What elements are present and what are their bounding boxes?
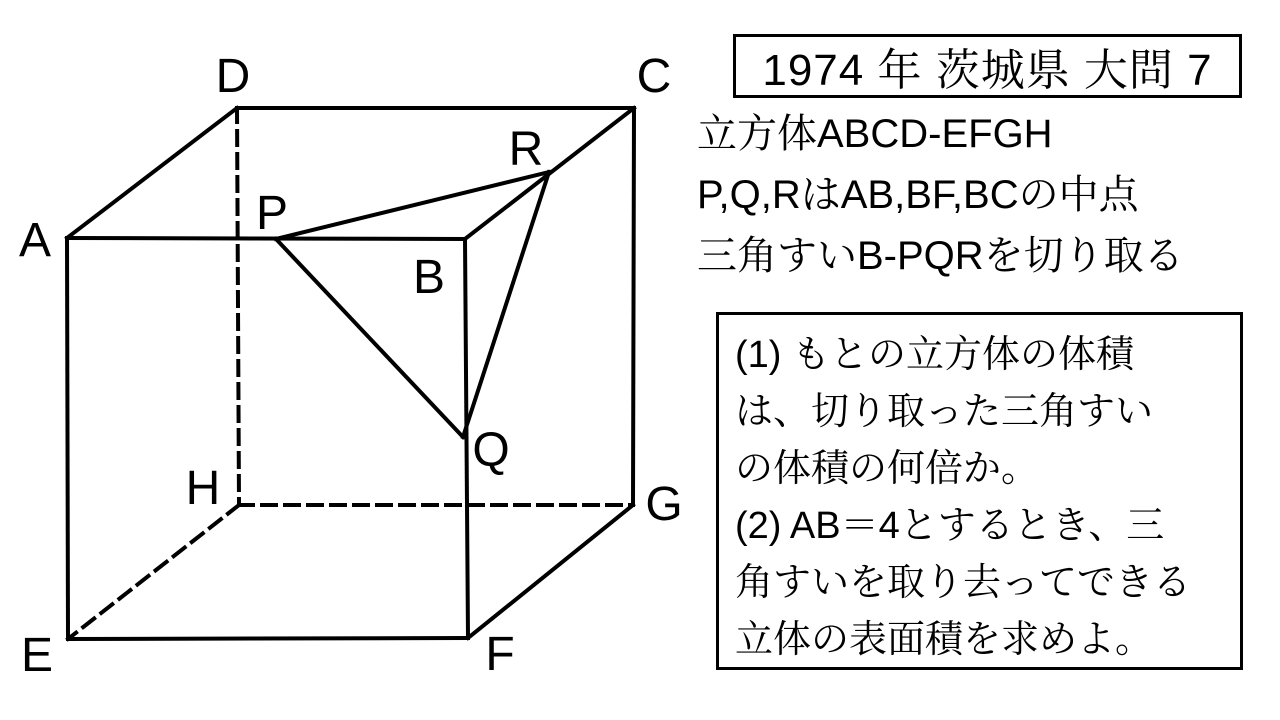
- problem-line-2: は、切り取った三角すい: [735, 391, 1154, 433]
- vertex-label-C: C: [636, 50, 672, 103]
- vertex-label-R: R: [508, 123, 544, 176]
- edge-AE: [67, 238, 68, 639]
- vertex-label-D: D: [215, 50, 251, 103]
- problem-line-4: (2) AB＝4とするとき、三: [735, 505, 1165, 547]
- vertex-label-Q: Q: [472, 424, 510, 477]
- intro-line-1: 立方体ABCD-EFGH: [697, 112, 1053, 156]
- problem-line-1: (1) もとの立方体の体積: [735, 334, 1135, 376]
- edge-HE-hidden: [68, 505, 239, 639]
- problem-line-3: の体積の何倍か。: [735, 448, 1040, 490]
- edge-EF: [68, 638, 468, 639]
- edge-RQ: [463, 172, 549, 437]
- vertex-label-F: F: [485, 628, 515, 681]
- edge-BF: [465, 239, 468, 638]
- edge-DA: [67, 108, 237, 238]
- title-text: 1974 年 茨城県 大問 7: [762, 46, 1213, 95]
- vertex-label-A: A: [18, 214, 52, 267]
- intro-line-2: P,Q,RはAB,BF,BCの中点: [697, 173, 1139, 217]
- problem-line-5: 角すいを取り去ってできる: [735, 562, 1192, 604]
- vertex-label-G: G: [645, 478, 683, 531]
- problem-intro: [697, 104, 1257, 287]
- intro-line-3: 三角すいB-PQRを切り取る: [697, 234, 1184, 278]
- problem-line-6: 立体の表面積を求めよ。: [735, 619, 1154, 661]
- edge-CG: [633, 108, 634, 505]
- vertex-label-E: E: [20, 629, 54, 682]
- edge-DH-hidden: [237, 108, 239, 505]
- title-box: [733, 34, 1242, 98]
- vertex-label-H: H: [185, 462, 221, 515]
- vertex-label-P: P: [255, 187, 289, 240]
- problem-box: [716, 312, 1243, 670]
- vertex-label-B: B: [412, 251, 446, 304]
- edge-FG: [468, 505, 633, 638]
